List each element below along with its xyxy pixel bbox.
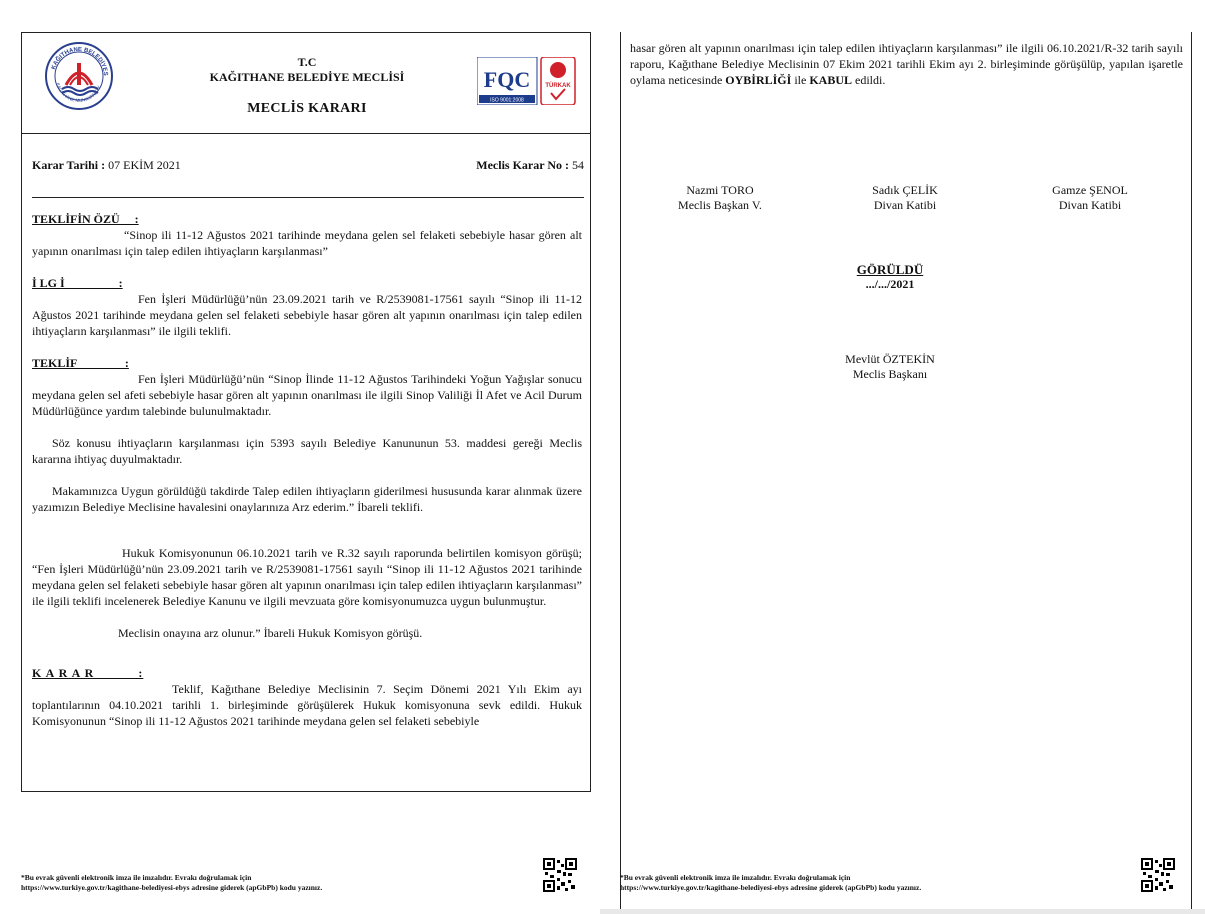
signatory-2: Sadık ÇELİK Divan Katibi bbox=[872, 183, 938, 212]
signatory-3: Gamze ŞENOL Divan Katibi bbox=[1052, 183, 1128, 212]
document-page-1 bbox=[21, 32, 591, 792]
goruldu-date: .../.../2021 bbox=[865, 277, 915, 291]
mayor-signature: Mevlüt ÖZTEKİN Meclis Başkanı bbox=[845, 352, 935, 381]
seal-text-bottom: KAĞITHANE MUNICIPALITY bbox=[55, 82, 102, 104]
document-page-2 bbox=[620, 32, 1192, 912]
seal-text: KAĞITHANE BELEDİYES bbox=[50, 46, 109, 77]
verification-link[interactable]: https://www.turkiye.gov.tr/kagithane-belediyesi-ebys adresine giderek (apGbPb) kodu yazınız. bbox=[21, 883, 323, 892]
decision-continuation: hasar gören alt yapının onarılması için talep edilen ihtiyaçların karşılanması” ile ilgili 06.10.2021/R-32 tarih sayılı raporu, Kağıthane Belediye Meclisinin 07 Ekim 2021 tarihli Ekim ayı 2. birleşiminde görüşülüp, yapılan işaretle oylama neticesinde OYBİRLİĞİ ile KABUL edildi. bbox=[630, 41, 1183, 87]
komisyon-end: Meclisin onayına arz olunur.” İbareli Hukuk Komisyon görüşü. bbox=[118, 626, 423, 640]
municipality-seal-icon bbox=[44, 41, 114, 111]
karar-paragraph: Teklif, Kağıthane Belediye Meclisinin 7. Seçim Dönemi 2021 Yılı Ekim ayı toplantılarının 04.10.2021 tarihli 1. birleşiminde görüşülerek Hukuk komisyonuna sevk edildi. Hukuk Komisyonunun “Sinop ili 11-12 Ağustos 2021 tarihinde meydana gelen sel felaketi sebebiyle bbox=[32, 682, 582, 728]
heading-karar: K A R A R : bbox=[32, 666, 144, 680]
page-gap bbox=[600, 909, 1205, 914]
institution-name: KAĞITHANE BELEDİYE MECLİSİ bbox=[209, 70, 405, 84]
teklif-paragraph-1: Fen İşleri Müdürlüğü’nün “Sinop İlinde 11-12 Ağustos Tarihindeki Yoğun Yağışlar sonucu meydana gelen sel afeti sebebiyle hasar gören alt yapının onarılması ile ilgili Sinop Valiliği İl Afet ve Acil Durum Müdürlüğünce yardım talebinde bulunulmaktadır. bbox=[32, 372, 582, 418]
page-header bbox=[22, 33, 590, 134]
teklif-paragraph-3: Makamınızca Uygun görüldüğü takdirde Talep edilen ihtiyaçların giderilmesi hususunda karar alınmak üzere yazımızın Belediye Meclisine havalesini onaylarınıza Arz ederim.” İbareli teklifi. bbox=[32, 484, 582, 514]
decision-number: Meclis Karar No : 54 bbox=[476, 158, 584, 172]
goruldu-block bbox=[830, 262, 950, 292]
komisyon-paragraph: Hukuk Komisyonunun 06.10.2021 tarih ve R.32 sayılı raporunda belirtilen komisyon görüşü; “Fen İşleri Müdürlüğü’nün 23.09.2021 tarih ve R/2539081-17561 sayılı “Sinop ili 11-12 Ağustos 2021 tarihinde meydana gelen sel felaketi sebebiyle hasar gören alt yapının onarılması için talep edilen ihtiyaçların karşılanması” ile ilgili teklifi incelenerek Belediye Kanunu ve ilgili mevzuata göre komisyonumuzca uygun bulunmuştur. bbox=[32, 546, 582, 608]
document-type: MECLİS KARARI bbox=[247, 101, 367, 116]
qr-code-icon bbox=[1141, 858, 1175, 892]
teklif-paragraph-2: Söz konusu ihtiyaçların karşılanması için 5393 sayılı Belediye Kanununun 53. maddesi gereği Meclis kararına ihtiyaç duyulmaktadır. bbox=[32, 436, 582, 466]
decision-body bbox=[32, 211, 582, 729]
result-oybirligi: OYBİRLİĞİ bbox=[725, 73, 792, 87]
header-titles bbox=[172, 55, 442, 116]
turkak-badge: TÜRKAK bbox=[545, 83, 571, 89]
ilgi-paragraph: Fen İşleri Müdürlüğü’nün 23.09.2021 tarih ve R/2539081-17561 sayılı “Sinop ili 11-12 Ağustos 2021 tarihinde meydana gelen sel felaketi sebebiyle hasar gören alt yapının onarılması için talep edilen ihtiyaçların karşılanması” ile ilgili teklifi. bbox=[32, 292, 582, 338]
heading-teklifin-ozu: TEKLİFİN ÖZÜ : bbox=[32, 212, 139, 226]
qr-code-icon bbox=[543, 858, 577, 892]
goruldu-title: GÖRÜLDÜ bbox=[856, 262, 924, 277]
cert-logo-text: FQC bbox=[483, 67, 531, 92]
decision-meta bbox=[32, 145, 584, 198]
footnote-page-1: *Bu evrak güvenli elektronik imza ile imzalıdır. Evrakı doğrulamak için https://www.turkiye.gov.tr/kagithane-belediyesi-ebys adresine giderek (apGbPb) kodu yazınız. bbox=[21, 873, 323, 892]
heading-teklif: TEKLİF : bbox=[32, 356, 129, 370]
verification-link-2[interactable]: https://www.turkiye.gov.tr/kagithane-belediyesi-ebys adresine giderek (apGbPb) kodu yazınız. bbox=[620, 883, 922, 892]
ozu-paragraph: “Sinop ili 11-12 Ağustos 2021 tarihinde meydana gelen sel felaketi sebebiyle hasar gören alt yapının onarılması için talep edilen ihtiyaçların karşılanması” bbox=[32, 228, 582, 258]
footnote-page-2: *Bu evrak güvenli elektronik imza ile imzalıdır. Evrakı doğrulamak için https://www.turkiye.gov.tr/kagithane-belediyesi-ebys adresine giderek (apGbPb) kodu yazınız. bbox=[620, 873, 922, 892]
heading-ilgi: İ LG İ : bbox=[32, 276, 123, 290]
result-kabul: KABUL bbox=[809, 73, 853, 87]
iso-certificate-logo-icon bbox=[477, 57, 577, 105]
decision-date: Karar Tarihi : 07 EKİM 2021 bbox=[32, 158, 181, 172]
cert-sub-text: ISO 9001:2008 bbox=[490, 97, 524, 104]
tc-label: T.C bbox=[297, 55, 317, 69]
signatory-1: Nazmi TORO Meclis Başkan V. bbox=[678, 183, 762, 212]
